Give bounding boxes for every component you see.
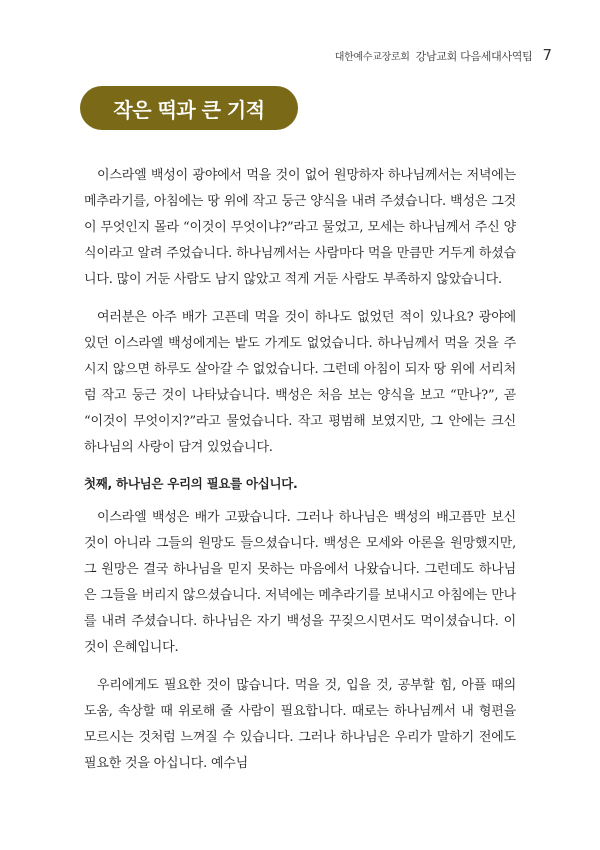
paragraph: 여러분은 아주 배가 고픈데 먹을 것이 하나도 없었던 적이 있나요? 광야에 있던 이스라엘 백성에게는 밭도 가게도 없었습니다. 하나님께서 먹을 것을 주시지 않으면 하루도 살아갈 수 없었습니다. 그런데 아침이 되자 땅 위에 서리처럼 작고 둥근 것이 나타났습니다. 백성은 처음 보는 양식을 보고 “만나?”, 곧 “이것이 무엇이지?”라고 물었습니다. 작고 평범해 보였지만, 그 안에는 크신 하나님의 사랑이 담겨 있었습니다. <box>84 310 516 455</box>
section-heading: 첫째, 하나님은 우리의 필요를 아십니다. <box>84 476 298 491</box>
paragraph: 우리에게도 필요한 것이 많습니다. 먹을 것, 입을 것, 공부할 힘, 아플 때의 도움, 속상할 때 위로해 줄 사람이 필요합니다. 때로는 하나님께서 내 형편을 모르시는 것처럼 느껴질 수 있습니다. 그러나 하나님은 우리가 말하기 전에도 필요한 것을 아십니다. 예수님 <box>84 678 516 771</box>
title-banner <box>80 86 298 130</box>
page-number: 7 <box>542 46 552 64</box>
running-header <box>335 46 552 64</box>
page-title: 작은 떡과 큰 기적 <box>113 97 265 122</box>
body-text <box>84 163 516 789</box>
paragraph: 이스라엘 백성은 배가 고팠습니다. 그러나 하나님은 백성의 배고픔만 보신 것이 아니라 그들의 원망도 들으셨습니다. 백성은 모세와 아론을 원망했지만, 그 원망은 결국 하나님을 믿지 못하는 마음에서 나왔습니다. 그런데도 하나님은 그들을 버리지 않으셨습니다. 저녁에는 메추라기를 보내시고 아침에는 만나를 내려 주셨습니다. 하나님은 자기 백성을 꾸짖으시면서도 먹이셨습니다. 이것이 은혜입니다. <box>84 510 516 655</box>
paragraph: 이스라엘 백성이 광야에서 먹을 것이 없어 원망하자 하나님께서는 저녁에는 메추라기를, 아침에는 땅 위에 작고 둥근 양식을 내려 주셨습니다. 백성은 그것이 무엇인지 몰라 “이것이 무엇이냐?”라고 물었고, 모세는 하나님께서 주신 양식이라고 알려 주었습니다. 하나님께서는 사람마다 먹을 만큼만 거두게 하셨습니다. 많이 거둔 사람도 남지 않았고 적게 거둔 사람도 부족하지 않았습니다. <box>84 168 516 287</box>
header-organization: 대한예수교장로회 <box>334 52 410 63</box>
header-department: 강남교회 다음세대사역팀 <box>415 50 533 63</box>
